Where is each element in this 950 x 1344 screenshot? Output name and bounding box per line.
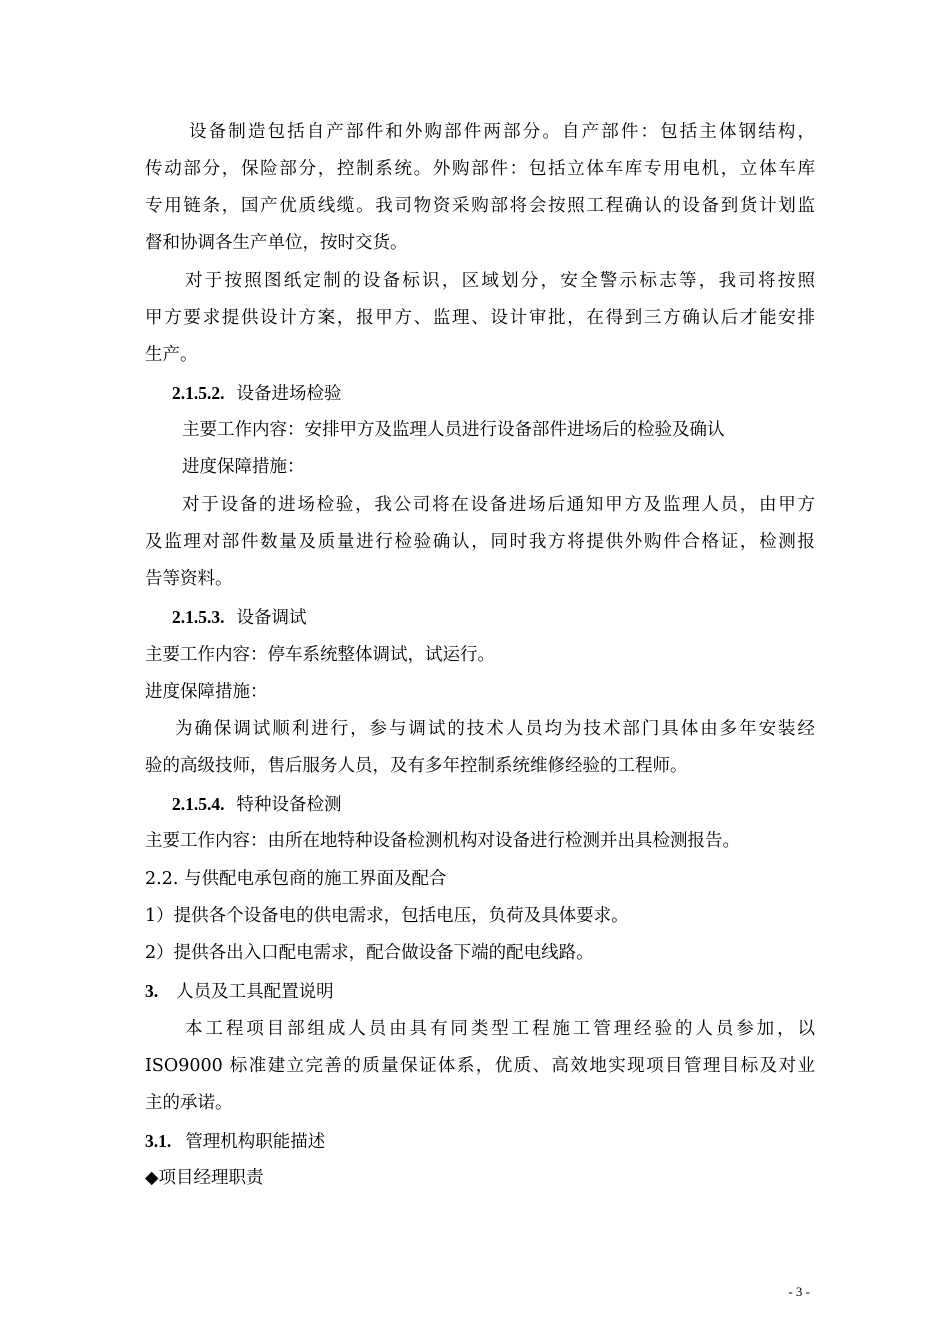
section-31-heading bbox=[145, 1129, 815, 1154]
section-22-heading: 2.2. 与供配电承包商的施工界面及配合 bbox=[145, 869, 447, 889]
section-2154-heading bbox=[172, 792, 812, 817]
section-3-body-line-1: 本工程项目部组成人员由具有同类型工程施工管理经验的人员参加，以 bbox=[185, 1019, 815, 1039]
section-2153-body-line-2: 验的高级技师，售后服务人员，及有多年控制系统维修经验的工程师。 bbox=[145, 756, 688, 776]
section-31-number: 3.1. bbox=[145, 1131, 172, 1151]
section-31-title: 管理机构职能描述 bbox=[185, 1132, 326, 1152]
section-2152-title: 设备进场检验 bbox=[236, 384, 342, 404]
section-2154-title: 特种设备检测 bbox=[236, 795, 342, 815]
section-3-body-line-3: 主的承诺。 bbox=[145, 1093, 233, 1113]
section-2154-main-work: 主要工作内容：由所在地特种设备检测机构对设备进行检测并出具检测报告。 bbox=[145, 831, 740, 851]
paragraph-2-line-2: 甲方要求提供设计方案，报甲方、监理、设计审批，在得到三方确认后才能安排 bbox=[145, 308, 815, 328]
section-22-item-1: 1）提供各个设备电的供电需求，包括电压，负荷及具体要求。 bbox=[145, 906, 629, 926]
section-31-bullet: ◆项目经理职责 bbox=[145, 1168, 264, 1188]
section-3-number: 3. bbox=[145, 981, 159, 1001]
section-2153-number: 2.1.5.3. bbox=[172, 607, 225, 627]
section-2153-body-line-1: 为确保调试顺利进行，参与调试的技术人员均为技术部门具体由多年安装经 bbox=[175, 719, 815, 739]
page-number: - 3 - bbox=[788, 1284, 810, 1299]
section-2152-body-line-3: 告等资料。 bbox=[145, 569, 233, 589]
paragraph-1-line-4: 督和协调各生产单位，按时交货。 bbox=[145, 233, 408, 253]
section-2152-number: 2.1.5.2. bbox=[172, 383, 225, 403]
section-2152-heading bbox=[172, 381, 812, 406]
section-2153-heading bbox=[172, 605, 812, 630]
paragraph-1-line-1: 设备制造包括自产部件和外购部件两部分。自产部件：包括主体钢结构， bbox=[189, 122, 815, 142]
section-2152-body-line-2: 及监理对部件数量及质量进行检验确认，同时我方将提供外购件合格证，检测报 bbox=[145, 532, 815, 552]
section-3-body-line-2: ISO9000 标准建立完善的质量保证体系，优质、高效地实现项目管理目标及对业 bbox=[145, 1056, 815, 1076]
section-2153-schedule-label: 进度保障措施： bbox=[145, 682, 268, 702]
paragraph-1-line-3: 专用链条，国产优质线缆。我司物资采购部将会按照工程确认的设备到货计划监 bbox=[145, 196, 815, 216]
paragraph-2-line-3: 生产。 bbox=[145, 345, 198, 365]
paragraph-2-line-1: 对于按照图纸定制的设备标识，区域划分，安全警示标志等，我司将按照 bbox=[185, 271, 815, 291]
paragraph-1-line-2: 传动部分，保险部分，控制系统。外购部件：包括立体车库专用电机，立体车库 bbox=[145, 159, 815, 179]
section-2153-title: 设备调试 bbox=[236, 608, 307, 628]
section-2152-schedule-label: 进度保障措施： bbox=[182, 457, 305, 477]
section-2154-number: 2.1.5.4. bbox=[172, 794, 225, 814]
section-2152-body-line-1: 对于设备的进场检验，我公司将在设备进场后通知甲方及监理人员，由甲方 bbox=[182, 495, 815, 515]
section-3-heading bbox=[145, 979, 815, 1004]
section-3-title: 人员及工具配置说明 bbox=[176, 982, 334, 1002]
section-2153-main-work: 主要工作内容：停车系统整体调试，试运行。 bbox=[145, 645, 495, 665]
section-2152-main-work: 主要工作内容：安排甲方及监理人员进行设备部件进场后的检验及确认 bbox=[182, 420, 725, 440]
section-22-item-2: 2）提供各出入口配电需求，配合做设备下端的配电线路。 bbox=[145, 943, 594, 963]
